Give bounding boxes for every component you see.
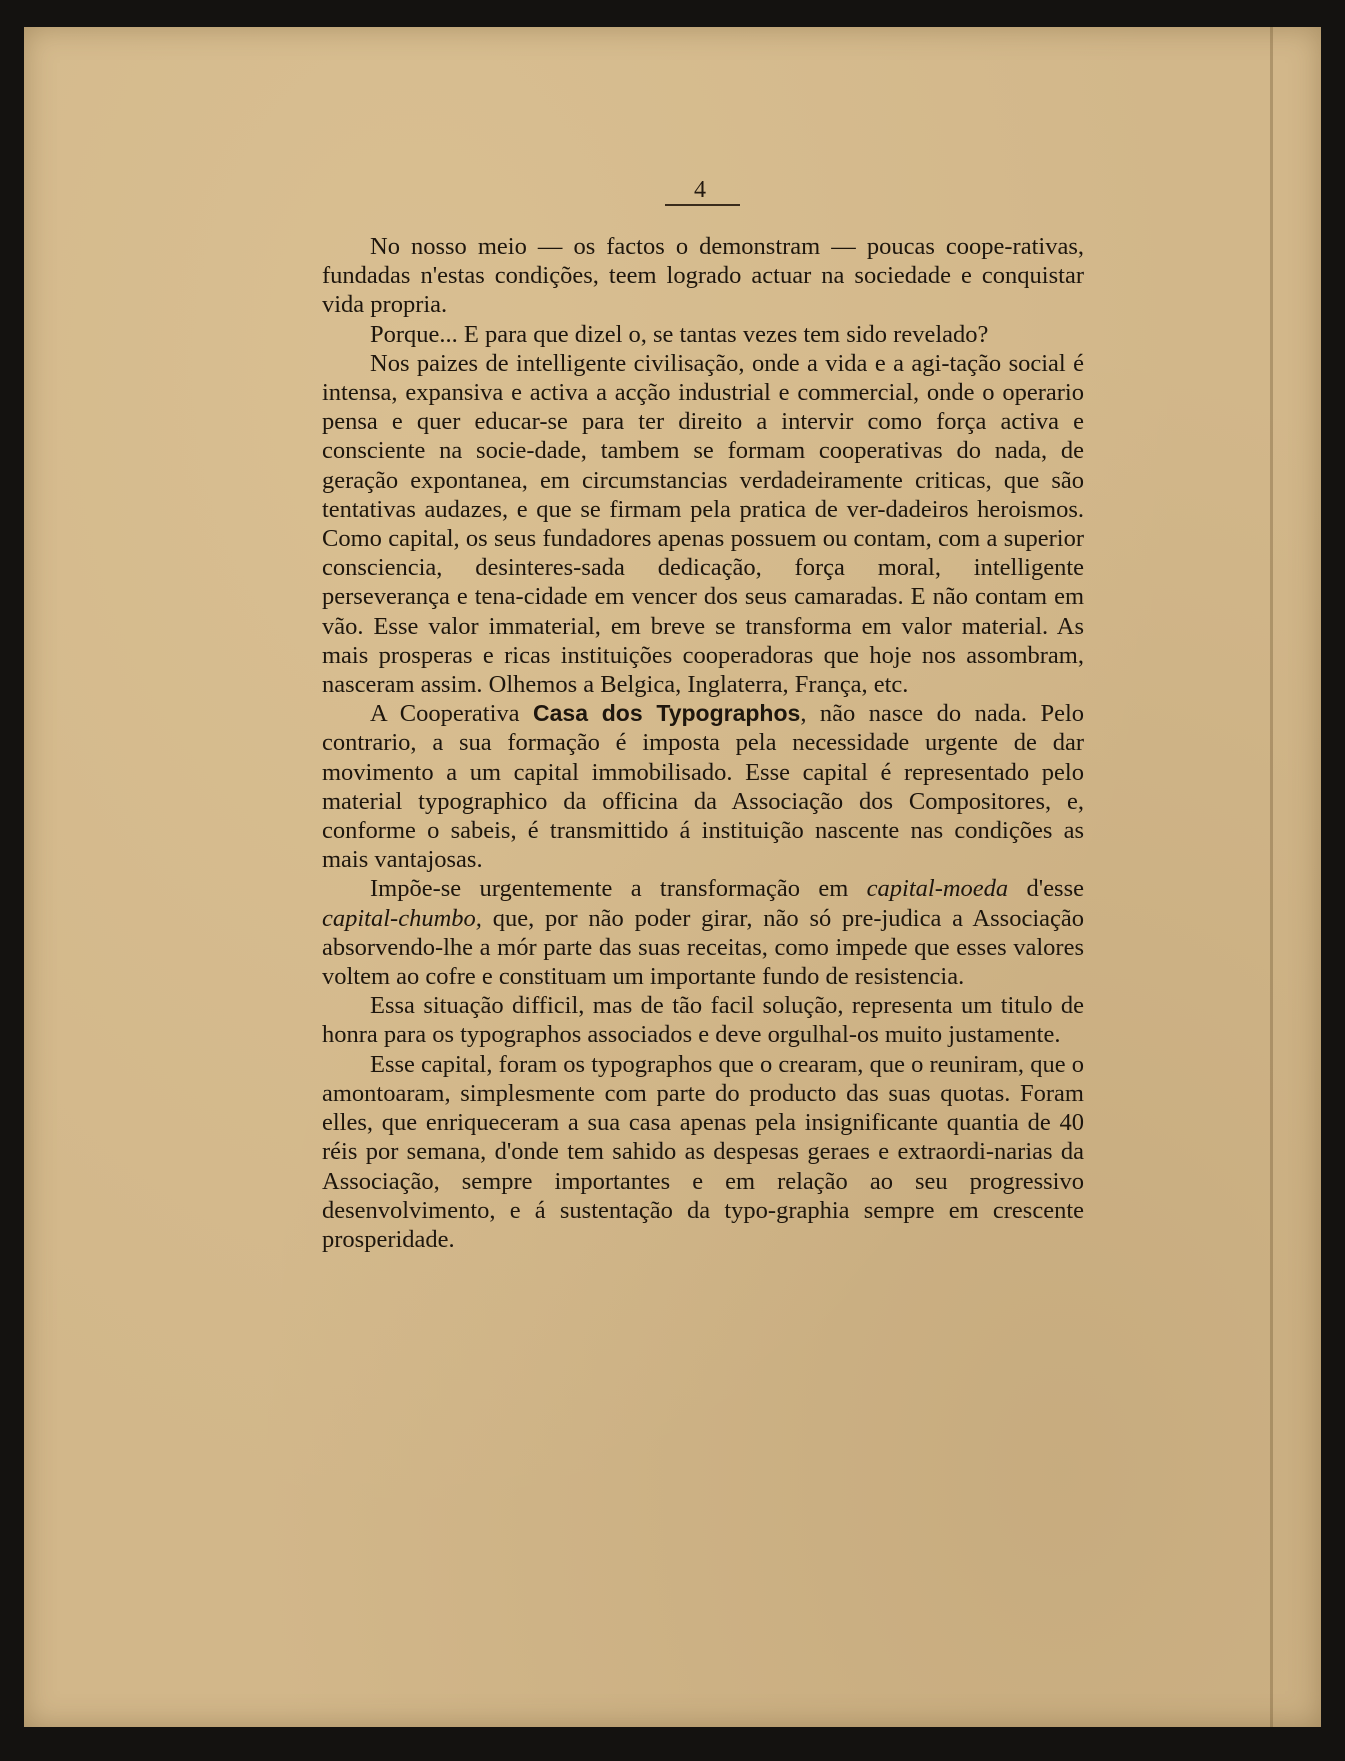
page-number: 4 — [694, 177, 706, 203]
paragraph-4-lead: A Cooperativa — [370, 700, 534, 728]
paragraph-5 — [322, 874, 1084, 991]
paragraph-2: Porque... E para que dizel o, se tantas vezes tem sido revelado? — [370, 320, 989, 348]
body-text — [322, 232, 1084, 1254]
paragraph-6: Essa situação difficil, mas de tão facil solução, representa um titulo de honra para os typographos associados e deve orgulhal-os muito justamente. — [322, 992, 1084, 1049]
term-capital-moeda: capital-moeda — [866, 875, 1009, 903]
paragraph-3: Nos paizes de intelligente civilisação, onde a vida e a agi-tação social é intensa, expansiva e activa a acção industrial e commercial, onde o operario pensa e quer educar-se para ter direito a intervir como força activa e consciente na socie-dade, tambem se formam cooperativas do nada, de geração expontanea, em circumstancias verdadeiramente criticas, que são tentativas audazes, e que se firmam pela pratica de ver-dadeiros heroismos. Como capital, os seus fundadores apenas possuem ou contam, com a superior consciencia, desinteres-sada dedicação, força moral, intelligente perseverança e tena-cidade em vencer dos seus camaradas. E não contam em vão. Esse valor immaterial, em breve se transforma em valor material. As mais prosperas e ricas instituições cooperadoras que hoje nos assombram, nasceram assim. Olhemos a Belgica, Inglaterra, França, etc. — [322, 349, 1084, 699]
term-capital-chumbo: capital-chumbo, — [322, 904, 482, 932]
paragraph-5-rest: que, por não poder girar, não só pre-judica a Associação absorvendo-lhe a mór parte das suas receitas, como impede que esses valores voltem ao cofre e constituam um importante fundo de resistencia. — [322, 904, 1084, 991]
paragraph-5-lead: Impõe-se urgentemente a transformação em — [370, 875, 867, 903]
page-number-rule — [665, 204, 740, 206]
paragraph-7: Esse capital, foram os typographos que o crearam, que o reuniram, que o amontoaram, simplesmente com parte do producto das suas quotas. Foram elles, que enriqueceram a sua casa apenas pela insignificante quantia de 40 réis por semana, d'onde tem sahido as despesas geraes e extraordi-narias da Associação, sempre importantes e em relação ao seu progressivo desenvolvimento, e á sustentação da typo-graphia sempre em crescente prosperidade. — [322, 1050, 1084, 1253]
cooperative-name: Casa dos Typographos — [533, 700, 801, 727]
paragraph-4-rest: , não nasce do nada. Pelo contrario, a sua formação é imposta pela necessidade urgente de dar movimento a um capital immobilisado. Esse capital é representado pelo material typographico da officina da Associação dos Compositores, e, conforme o sabeis, é transmittido á instituição nascente nas condições as mais vantajosas. — [322, 700, 1085, 874]
paragraph-1: No nosso meio — os factos o demonstram — poucas coope-rativas, fundadas n'estas condições, teem logrado actuar na sociedade e conquistar vida propria. — [322, 233, 1084, 319]
paragraph-4 — [322, 699, 1084, 874]
page-fold-line — [1270, 27, 1273, 1727]
paragraph-5-middle: d'esse — [1008, 875, 1085, 903]
